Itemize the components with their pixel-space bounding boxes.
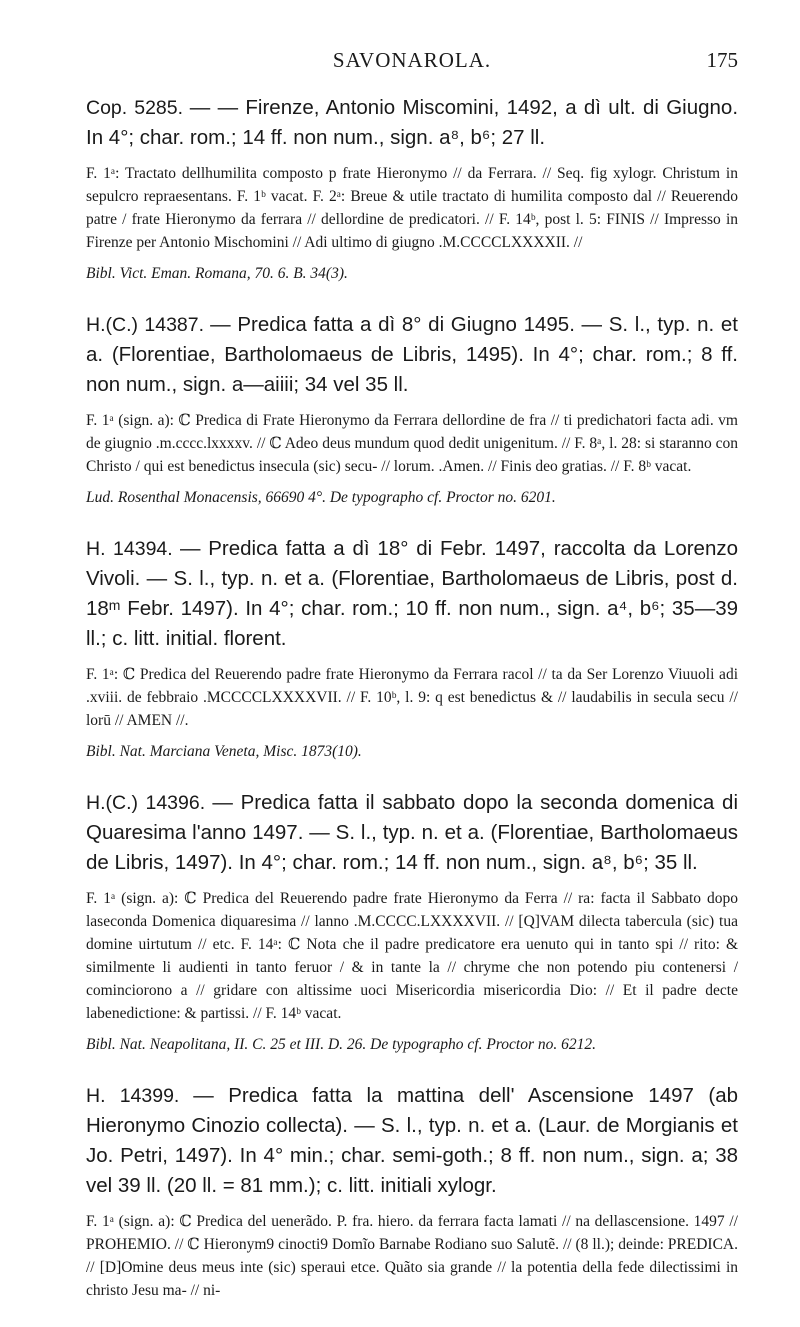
entry-heading	[86, 310, 738, 400]
catalog-entries	[86, 93, 738, 1327]
entry-description: F. 1ᵃ (sign. a): ℂ Predica del uenerãdo. P. fra. hiero. da ferrara facta lamati // na dellascensione. 1497 // PROHEMIO. // ℂ Hieronym9 cinocti9 Domĩo Barnabe Rodiano suo Salutẽ. // (8 ll.); deinde: PREDICA. // [D]Omine deus meus inte (sic) speraui etce. Quãto sia grande // la potentia della fede dilectissimi in christo Jesu ma- // ni-	[86, 1213, 738, 1299]
entry-id: H.(C.) 14387.	[86, 314, 205, 336]
running-title: SAVONAROLA.	[332, 48, 492, 72]
catalog-entry	[86, 534, 738, 763]
entry-heading	[86, 1081, 738, 1201]
entry-id: H. 14394.	[86, 538, 173, 560]
entry-title: — Predica fatta il sabbato dopo la seconda domenica di Quaresima l'anno 1497. — S. l., typ. n. et a. (Florentiae, Bartholomaeus de Libris, 1497). In 4°; char. rom.; 14 ff. non num., sign. a⁸, b⁶; 35 ll.	[86, 791, 738, 874]
running-head	[86, 48, 738, 78]
entry-description: F. 1ᵃ: ℂ Predica del Reuerendo padre frate Hieronymo da Ferrara racol // ta da Ser Lorenzo Viuuoli adi .xviii. de febbraio .MCCCCLXXXXVII. // F. 10ᵇ, l. 9: q est benedictus & // laudabilis in secula secu // lorū // AMEN //.	[86, 666, 738, 729]
entry-title: — Predica fatta a dì 18° di Febr. 1497, raccolta da Lorenzo Vivoli. — S. l., typ. n. et a. (Florentiae, Bartholomaeus de Libris, post d. 18ᵐ Febr. 1497). In 4°; char. rom.; 10 ff. non num., sign. a⁴, b⁶; 35—39 ll.; c. litt. initial. florent.	[86, 537, 738, 650]
page-number: 175	[706, 48, 738, 72]
entry-title: — Predica fatta la mattina dell' Ascensione 1497 (ab Hieronymo Cinozio collecta). — S. l., typ. n. et a. (Laur. de Morgianis et Jo. Petri, 1497). In 4° min.; char. semi-goth.; 8 ff. non num., sign. a; 38 vel 39 ll. (20 ll. = 81 mm.); c. litt. initiali xylogr.	[86, 1084, 739, 1197]
catalog-entry	[86, 788, 738, 1056]
entry-id: H.(C.) 14396.	[86, 792, 206, 814]
entry-library: Bibl. Nat. Neapolitana, II. C. 25 et III. D. 26. De typographo cf. Proctor no. 6212.	[86, 1036, 597, 1053]
entry-description: F. 1ᵃ: Tractato dellhumilita composto p frate Hieronymo // da Ferrara. // Seq. fig xylogr. Christum in sepulcro repraesentans. F. 1ᵇ vacat. F. 2ᵃ: Breue & utile tractato di humilita composto dal // Reuerendo patre / frate Hieronymo da ferrara // dellordine de predicatori. // F. 14ᵇ, post l. 5: FINIS // Impresso in Firenze per Antonio Mischomini // Adi ultimo di giugno .M.CCCCLXXXXII. //	[86, 165, 738, 251]
entry-description: F. 1ᵃ (sign. a): ℂ Predica del Reuerendo padre frate Hieronymo da Ferra // ra: facta il Sabbato dopo laseconda Domenica diquaresima // lanno .M.CCCC.LXXXXVII. // [Q]VAM dilecta tabercula (sic) tua domine uirtutum // etc. F. 14ᵃ: ℂ Nota che il padre predicatore era uenuto qui in tanto spi // rito: & similmente li audienti in tanto feruor / & in tante la // chryme che non potendo piu contenersi / cominciorono a // gridare con altissime uoci Misericordia misericordia Dio: // Et il padre decte labenedictione: & partissi. // F. 14ᵇ vacat.	[86, 890, 738, 1022]
catalog-entry	[86, 93, 738, 285]
catalog-entry	[86, 310, 738, 509]
entry-library: Bibl. Vict. Eman. Romana, 70. 6. B. 34(3).	[86, 265, 348, 282]
entry-description: F. 1ᵃ (sign. a): ℂ Predica di Frate Hieronymo da Ferrara dellordine de fra // ti predichatori facta adi. vm de giugnio .m.cccc.lxxxxv. // ℂ Adeo deus mundum quod dedit unigenitum. // F. 8ᵃ, l. 28: si staranno con Christo / qui est benedictus insecula (sic) secu- // lorum. .Amen. // Finis deo gratias. // F. 8ᵇ vacat.	[86, 412, 738, 475]
entry-id: H. 14399.	[86, 1085, 180, 1107]
catalog-entry	[86, 1081, 738, 1302]
entry-title: — Predica fatta a dì 8° di Giugno 1495. — S. l., typ. n. et a. (Florentiae, Bartholomaeus de Libris, 1495). In 4°; char. rom.; 8 ff. non num., sign. a—aiiii; 34 vel 35 ll.	[86, 313, 738, 396]
entry-id: Cop. 5285.	[86, 97, 184, 119]
entry-heading	[86, 788, 738, 878]
entry-heading	[86, 534, 738, 654]
entry-library: Bibl. Nat. Marciana Veneta, Misc. 1873(10).	[86, 743, 362, 760]
entry-heading	[86, 93, 738, 153]
entry-library: Lud. Rosenthal Monacensis, 66690 4°. De typographo cf. Proctor no. 6201.	[86, 489, 556, 506]
entry-title: — — Firenze, Antonio Miscomini, 1492, a dì ult. di Giugno. In 4°; char. rom.; 14 ff. non num., sign. a⁸, b⁶; 27 ll.	[86, 96, 739, 149]
